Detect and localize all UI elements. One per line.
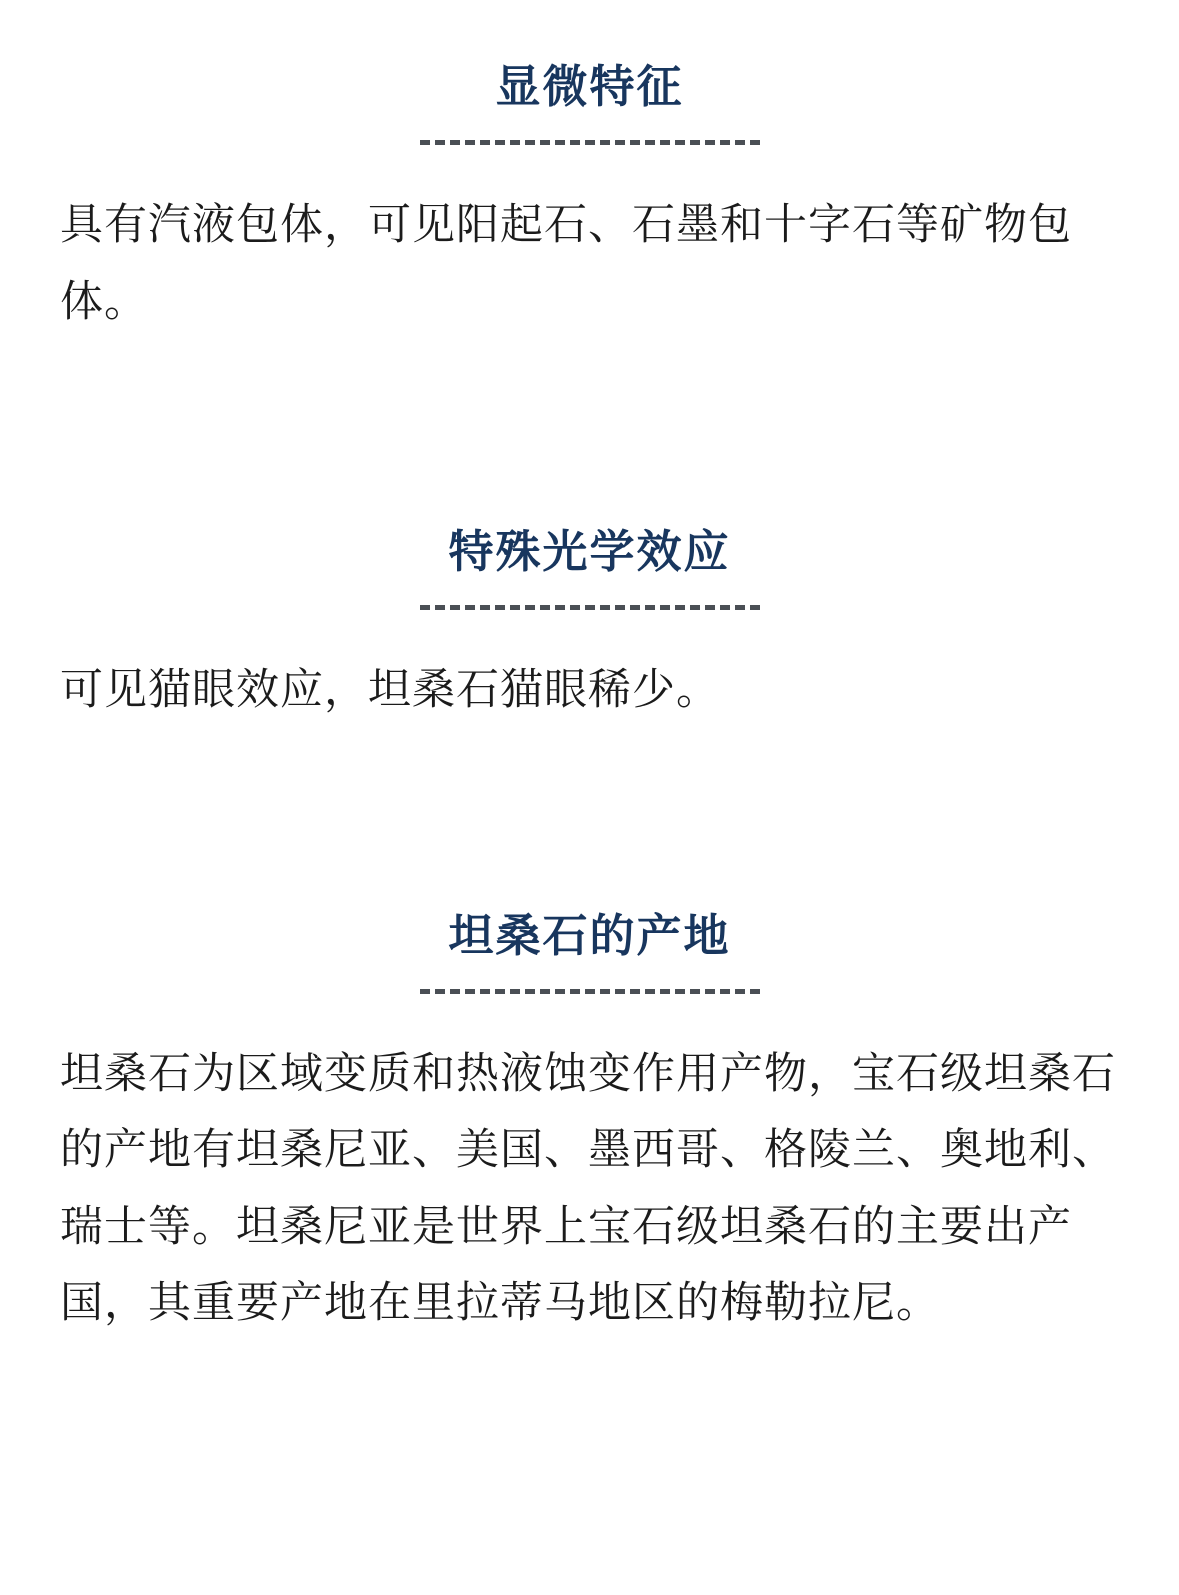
dashed-divider xyxy=(420,140,760,145)
dashed-divider xyxy=(420,989,760,994)
section-microscopic-features xyxy=(60,60,1119,340)
section-body-text: 可见猫眼效应，坦桑石猫眼稀少。 xyxy=(60,666,720,715)
section-special-optical-effects xyxy=(60,525,1119,729)
section-header xyxy=(60,909,1119,994)
section-title: 特殊光学效应 xyxy=(448,526,731,578)
section-header xyxy=(60,60,1119,145)
section-title: 显微特征 xyxy=(495,61,684,112)
section-origin xyxy=(60,909,1119,1342)
section-title: 坦桑石的产地 xyxy=(448,909,731,961)
dashed-divider xyxy=(420,605,760,610)
section-body-text: 具有汽液包体，可见阳起石、石墨和十字石等矿物包体。 xyxy=(60,201,1072,326)
section-body-text: 坦桑石为区域变质和热液蚀变作用产物，宝石级坦桑石的产地有坦桑尼亚、美国、墨西哥、格陵兰、奥地利、瑞士等。坦桑尼亚是世界上宝石级坦桑石的主要出产国，其重要产地在里拉蒂马地区的梅勒拉尼。 xyxy=(60,1049,1116,1328)
spacer xyxy=(60,340,1119,525)
spacer xyxy=(60,729,1119,909)
section-header xyxy=(60,525,1119,610)
